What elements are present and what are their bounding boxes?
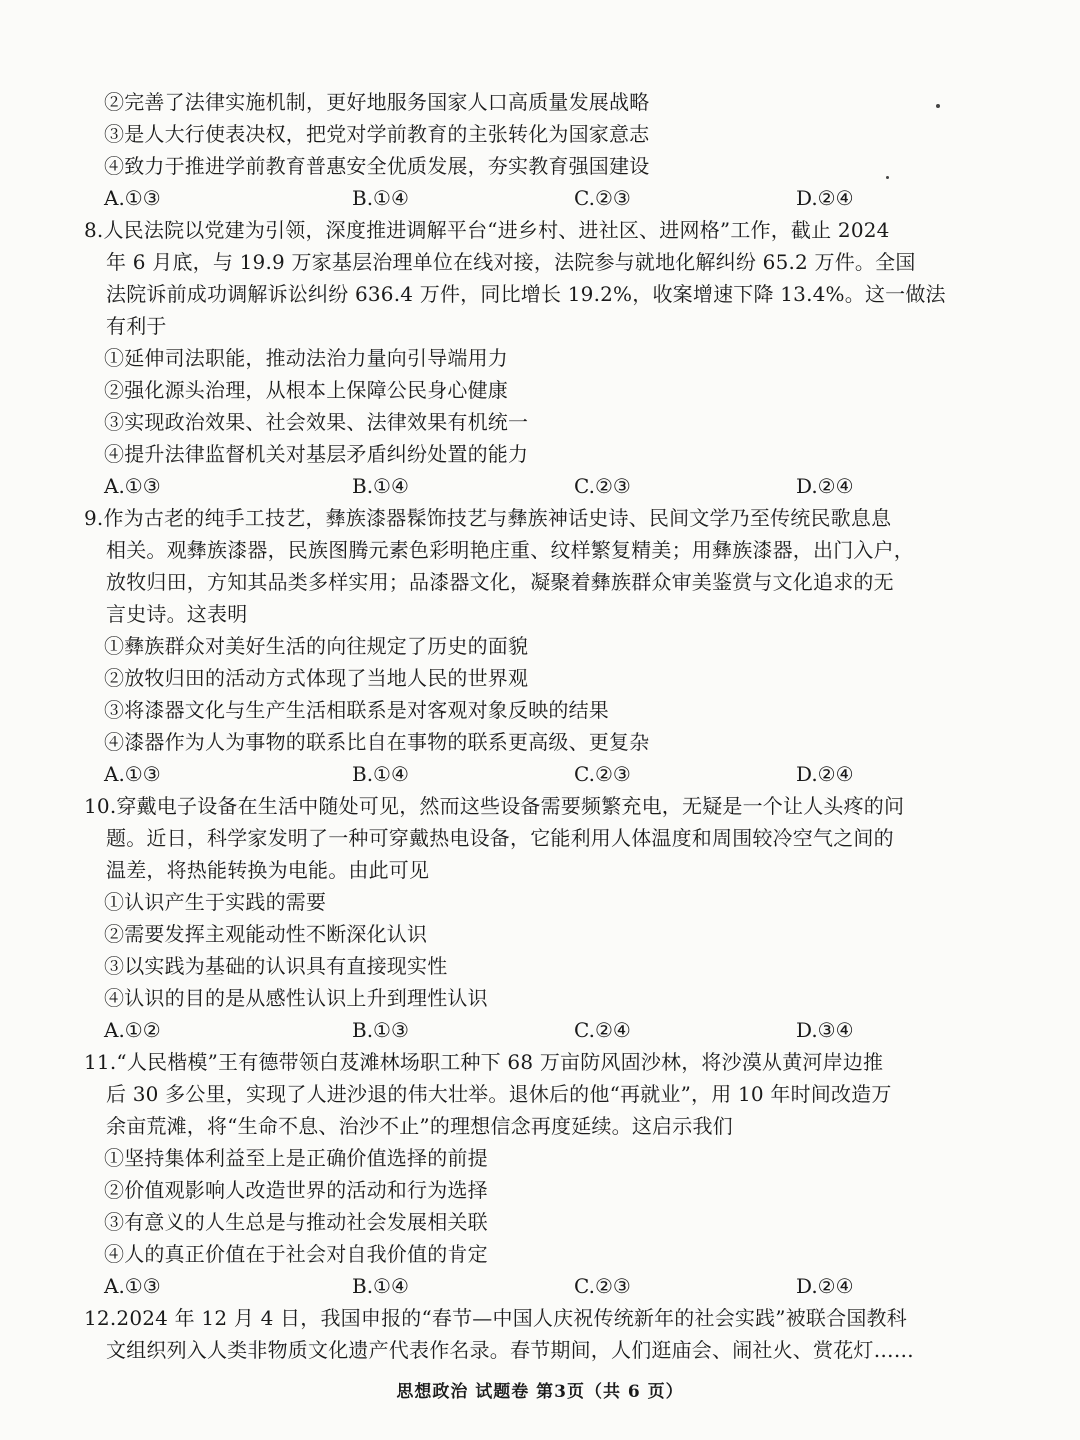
q9-option-1: ①彝族群众对美好生活的向往规定了历史的面貌 xyxy=(104,634,529,658)
scan-speck xyxy=(886,176,889,179)
q11-option-4: ④人的真正价值在于社会对自我价值的肯定 xyxy=(104,1242,488,1266)
q10-stem-line-2: 题。近日，科学家发明了一种可穿戴热电设备，它能利用人体温度和周围较冷空气之间的 xyxy=(106,826,894,850)
q7-choice-c: C.②③ xyxy=(574,186,631,210)
q10-stem-line-1: 10.穿戴电子设备在生活中随处可见，然而这些设备需要频繁充电，无疑是一个让人头疼的问 xyxy=(84,794,905,818)
q11-choice-d: D.②④ xyxy=(796,1274,854,1298)
q9-option-2: ②放牧归田的活动方式体现了当地人民的世界观 xyxy=(104,666,529,690)
q11-option-3: ③有意义的人生总是与推动社会发展相关联 xyxy=(104,1210,488,1234)
q11-stem-line-3: 余亩荒滩，将“生命不息、治沙不止”的理想信念再度延续。这启示我们 xyxy=(106,1114,733,1138)
q10-stem-line-3: 温差，将热能转换为电能。由此可见 xyxy=(106,858,430,882)
q9-choice-c: C.②③ xyxy=(574,762,631,786)
q8-stem-line-1: 8.人民法院以党建为引领，深度推进调解平台“进乡村、进社区、进网格”工作，截止 2024 xyxy=(84,218,890,242)
q9-choices xyxy=(104,760,904,788)
q11-choice-a: A.①③ xyxy=(104,1274,161,1298)
q11-option-1: ①坚持集体利益至上是正确价值选择的前提 xyxy=(104,1146,488,1170)
scan-speck xyxy=(936,104,940,108)
q11-choices xyxy=(104,1272,904,1300)
q7-choice-d: D.②④ xyxy=(796,186,854,210)
q8-stem-line-4: 有利于 xyxy=(106,314,167,338)
q9-option-4: ④漆器作为人为事物的联系比自在事物的联系更高级、更复杂 xyxy=(104,730,650,754)
q9-stem-line-3: 放牧归田，方知其品类多样实用；品漆器文化，凝聚着彝族群众审美鉴赏与文化追求的无 xyxy=(106,570,894,594)
q7-choice-b: B.①④ xyxy=(352,186,409,210)
q9-stem-line-1: 9.作为古老的纯手工技艺，彝族漆器髹饰技艺与彝族神话史诗、民间文学乃至传统民歌息息 xyxy=(84,506,892,530)
q9-option-3: ③将漆器文化与生产生活相联系是对客观对象反映的结果 xyxy=(104,698,609,722)
q11-choice-c: C.②③ xyxy=(574,1274,631,1298)
q12-stem-line-1: 12.2024 年 12 月 4 日，我国申报的“春节—中国人庆祝传统新年的社会实践”被联合国教科 xyxy=(84,1306,907,1330)
q9-stem-line-2: 相关。观彝族漆器，民族图腾元素色彩明艳庄重、纹样繁复精美；用彝族漆器，出门入户， xyxy=(106,538,914,562)
q7-option-4: ④致力于推进学前教育普惠安全优质发展，夯实教育强国建设 xyxy=(104,154,650,178)
q7-option-3: ③是人大行使表决权，把党对学前教育的主张转化为国家意志 xyxy=(104,122,650,146)
q10-choice-c: C.②④ xyxy=(574,1018,631,1042)
q10-choice-b: B.①③ xyxy=(352,1018,409,1042)
q10-option-4: ④认识的目的是从感性认识上升到理性认识 xyxy=(104,986,488,1010)
q9-choice-a: A.①③ xyxy=(104,762,161,786)
q9-choice-d: D.②④ xyxy=(796,762,854,786)
q12-stem-line-2: 文组织列入人类非物质文化遗产代表作名录。春节期间，人们逛庙会、闹社火、赏花灯…… xyxy=(106,1338,914,1362)
q8-choice-b: B.①④ xyxy=(352,474,409,498)
q8-stem-line-2: 年 6 月底，与 19.9 万家基层治理单位在线对接，法院参与就地化解纠纷 65.2 万件。全国 xyxy=(106,250,916,274)
q8-option-2: ②强化源头治理，从根本上保障公民身心健康 xyxy=(104,378,508,402)
q11-option-2: ②价值观影响人改造世界的活动和行为选择 xyxy=(104,1178,488,1202)
q7-option-2: ②完善了法律实施机制，更好地服务国家人口高质量发展战略 xyxy=(104,90,650,114)
q8-option-4: ④提升法律监督机关对基层矛盾纠纷处置的能力 xyxy=(104,442,529,466)
q8-choice-a: A.①③ xyxy=(104,474,161,498)
q11-choice-b: B.①④ xyxy=(352,1274,409,1298)
q10-option-3: ③以实践为基础的认识具有直接现实性 xyxy=(104,954,448,978)
q10-option-1: ①认识产生于实践的需要 xyxy=(104,890,327,914)
page-footer: 思想政治 试题卷 第3页（共 6 页） xyxy=(396,1382,684,1402)
q11-stem-line-1: 11.“人民楷模”王有德带领白芨滩林场职工种下 68 万亩防风固沙林，将沙漠从黄河岸边推 xyxy=(84,1050,884,1074)
q10-choice-d: D.③④ xyxy=(796,1018,854,1042)
q10-choice-a: A.①② xyxy=(104,1018,161,1042)
q8-option-1: ①延伸司法职能，推动法治力量向引导端用力 xyxy=(104,346,508,370)
q8-stem-line-3: 法院诉前成功调解诉讼纠纷 636.4 万件，同比增长 19.2%，收案增速下降 13.4%。这一做法 xyxy=(106,282,946,306)
q8-choices xyxy=(104,472,904,500)
q8-choice-d: D.②④ xyxy=(796,474,854,498)
q7-choice-a: A.①③ xyxy=(104,186,161,210)
q9-stem-line-4: 言史诗。这表明 xyxy=(106,602,248,626)
q9-choice-b: B.①④ xyxy=(352,762,409,786)
q7-choices xyxy=(104,184,904,212)
q8-option-3: ③实现政治效果、社会效果、法律效果有机统一 xyxy=(104,410,529,434)
q10-option-2: ②需要发挥主观能动性不断深化认识 xyxy=(104,922,428,946)
q10-choices xyxy=(104,1016,904,1044)
q8-choice-c: C.②③ xyxy=(574,474,631,498)
q11-stem-line-2: 后 30 多公里，实现了人进沙退的伟大壮举。退休后的他“再就业”，用 10 年时间改造万 xyxy=(106,1082,892,1106)
